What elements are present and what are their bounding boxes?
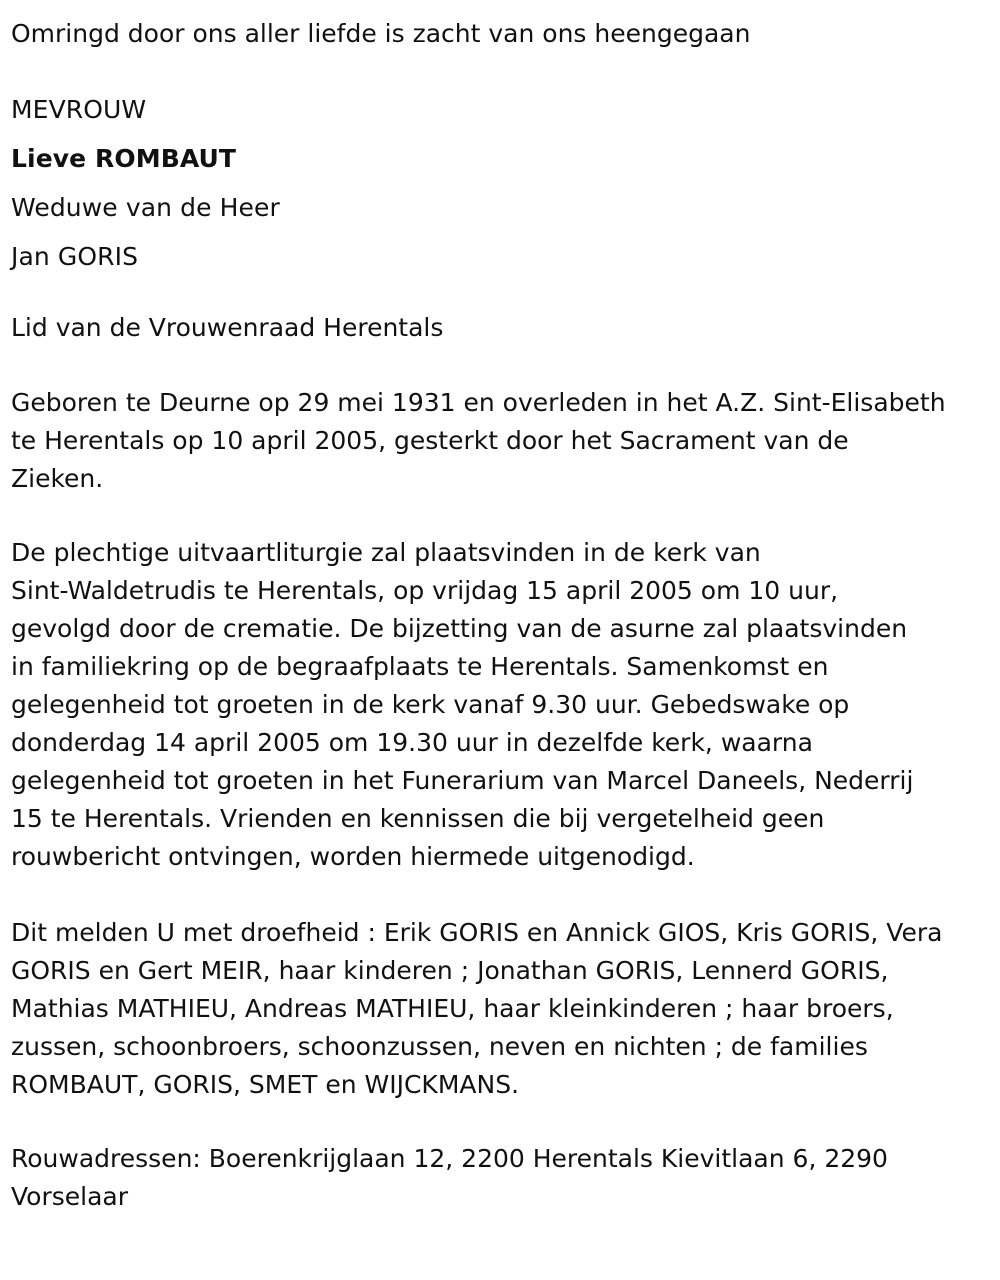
surviving-family-paragraph [11,914,993,1104]
identity-block [11,85,994,281]
text-line: 15 te Herentals. Vrienden en kennissen die bij vergetelheid geen [11,804,825,833]
spouse-name: Jan GORIS [11,242,139,271]
text-line: De plechtige uitvaartliturgie zal plaatsvinden in de kerk van [11,538,761,567]
mourning-addresses-paragraph [11,1140,993,1216]
text-line: gelegenheid tot groeten in het Funerarium van Marcel Daneels, Nederrij [11,766,914,795]
text-line: ROMBAUT, GORIS, SMET en WIJCKMANS. [11,1070,520,1099]
relation-label: Weduwe van de Heer [11,193,280,222]
text-line: Dit melden U met droefheid : Erik GORIS en Annick GIOS, Kris GORIS, Vera [11,918,943,947]
salutation-line: MEVROUW [11,95,147,124]
service-details-paragraph [11,534,993,876]
text-line: Sint-Waldetrudis te Herentals, op vrijdag 15 april 2005 om 10 uur, [11,576,839,605]
text-line: gelegenheid tot groeten in de kerk vanaf 9.30 uur. Gebedswake op [11,690,850,719]
text-line: in familiekring op de begraafplaats te Herentals. Samenkomst en [11,652,829,681]
text-line: zussen, schoonbroers, schoonzussen, neven en nichten ; de families [11,1032,868,1061]
membership-line: Lid van de Vrouwenraad Herentals [11,313,444,342]
opening-sentence: Omringd door ons aller liefde is zacht van ons heengegaan [11,19,751,48]
birth-death-paragraph [11,384,993,498]
text-line: GORIS en Gert MEIR, haar kinderen ; Jonathan GORIS, Lennerd GORIS, [11,956,889,985]
text-line: Zieken. [11,464,104,493]
text-line: Geboren te Deurne op 29 mei 1931 en overleden in het A.Z. Sint-Elisabeth [11,388,946,417]
deceased-name: Lieve ROMBAUT [11,144,237,173]
text-line: rouwbericht ontvingen, worden hiermede uitgenodigd. [11,842,695,871]
text-line: Mathias MATHIEU, Andreas MATHIEU, haar kleinkinderen ; haar broers, [11,994,894,1023]
text-line: gevolgd door de crematie. De bijzetting van de asurne zal plaatsvinden [11,614,908,643]
text-line: donderdag 14 april 2005 om 19.30 uur in dezelfde kerk, waarna [11,728,813,757]
text-line: Vorselaar [11,1182,129,1211]
text-line: Rouwadressen: Boerenkrijglaan 12, 2200 Herentals Kievitlaan 6, 2290 [11,1144,888,1173]
text-line: te Herentals op 10 april 2005, gesterkt door het Sacrament van de [11,426,849,455]
